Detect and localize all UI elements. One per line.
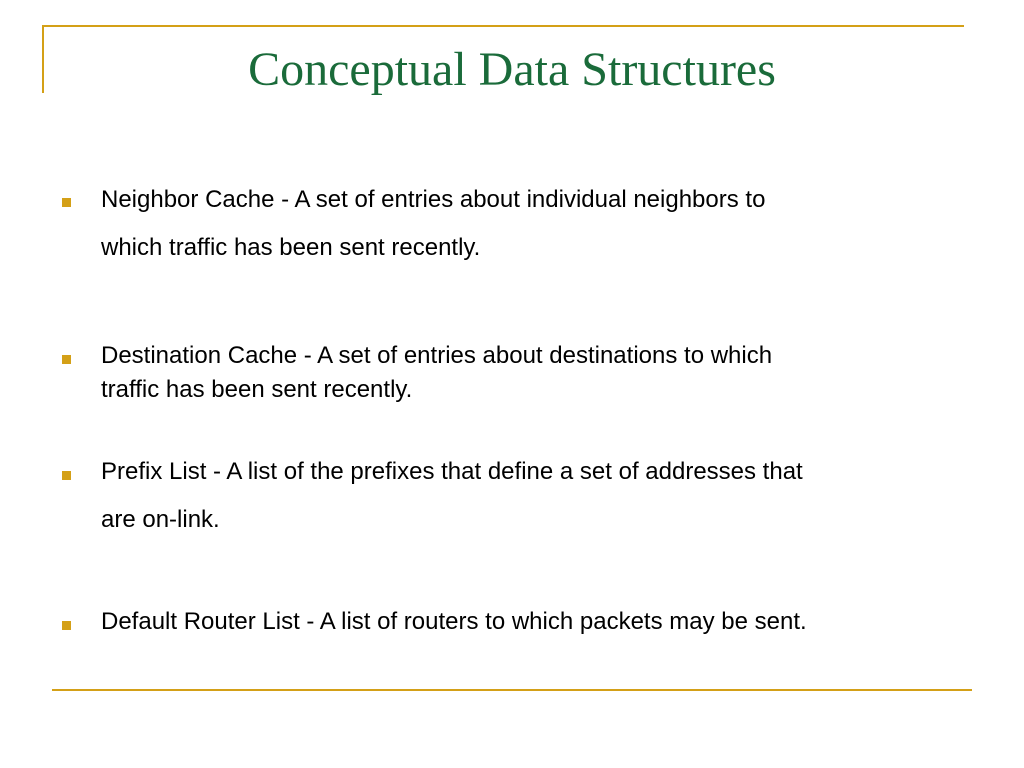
frame-bottom-rule	[52, 689, 972, 691]
bullet-text: Neighbor Cache - A set of entries about individual neighbors to which traffic has been sent recently.	[101, 186, 766, 261]
square-bullet-icon	[62, 471, 71, 480]
square-bullet-icon	[62, 355, 71, 364]
bullet-text: Default Router List - A list of routers to which packets may be sent.	[101, 608, 807, 635]
bullet-text: Destination Cache - A set of entries about destinations to which traffic has been sent recently.	[101, 342, 773, 403]
frame-top-rule	[42, 25, 964, 27]
square-bullet-icon	[62, 621, 71, 630]
slide-title: Conceptual Data Structures	[248, 43, 776, 96]
bullet-text: Prefix List - A list of the prefixes that define a set of addresses that are on-link.	[101, 458, 803, 533]
square-bullet-icon	[62, 198, 71, 207]
